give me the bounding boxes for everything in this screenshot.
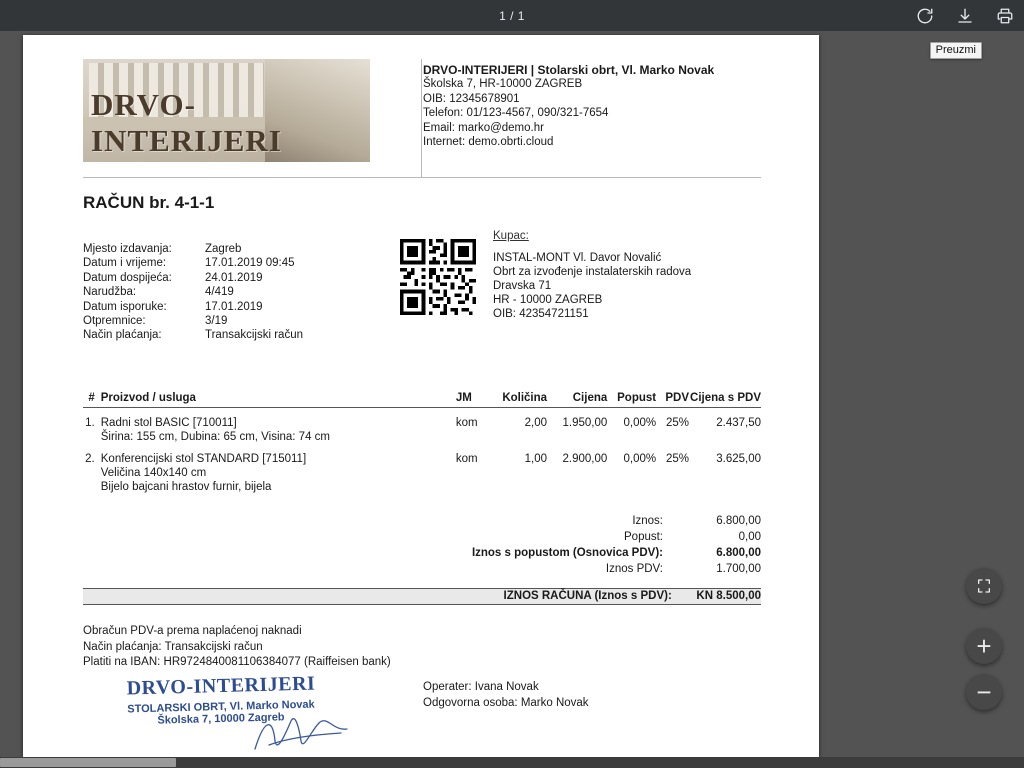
item-subline: Bijelo bajcani hrastov furnir, bijela (100, 480, 272, 493)
meta-row (83, 242, 303, 256)
stamp-line-2: Školska 7, 10000 Zagreb (157, 711, 285, 727)
col-discount: Popust (607, 390, 656, 408)
toolbar-actions (916, 0, 1014, 31)
item-unit: kom (455, 452, 478, 465)
company-logo (83, 59, 370, 162)
handwritten-signature (251, 709, 361, 757)
item-quantity: 2,00 (524, 416, 548, 429)
buyer-line: HR - 10000 ZAGREB (493, 294, 603, 306)
totals-table (443, 513, 761, 577)
table-spacer (83, 444, 761, 452)
meta-row (83, 285, 303, 299)
table-row-detail (83, 466, 761, 480)
operator-block (423, 680, 589, 711)
item-index: 2. (85, 452, 95, 465)
zoom-out-button[interactable] (966, 674, 1002, 710)
meta-row (83, 256, 303, 270)
signature-stamp (111, 672, 331, 727)
item-subline: Širina: 155 cm, Dubina: 65 cm, Visina: 74 cm (100, 430, 331, 443)
page-indicator: 1 / 1 (499, 8, 525, 23)
company-address: Školska 7, HR-10000 ZAGREB (423, 78, 583, 91)
stamp-company-name: DRVO-INTERIJERI (126, 672, 316, 700)
stamp-line-1: STOLARSKI OBRT, Vl. Marko Novak (127, 698, 315, 716)
buyer-line: OIB: 42354721151 (493, 308, 589, 320)
meta-value: 17.01.2019 (205, 300, 263, 313)
zoom-in-icon: + (976, 631, 992, 661)
totals-value: 0,00 (738, 531, 761, 543)
fit-page-icon (976, 578, 992, 594)
totals-value: 6.800,00 (716, 515, 761, 527)
meta-value: 3/19 (205, 315, 228, 328)
grand-total-band (83, 588, 761, 605)
meta-key: Datum i vrijeme: (83, 257, 167, 270)
print-icon[interactable] (996, 7, 1014, 25)
letterhead (83, 59, 761, 171)
col-quantity: Količina (492, 390, 547, 408)
buyer-line: Dravska 71 (493, 280, 552, 292)
line-items-header-row (83, 390, 761, 408)
meta-value: 24.01.2019 (205, 271, 263, 284)
item-quantity: 1,00 (524, 452, 548, 465)
rotate-clockwise-icon[interactable] (916, 7, 934, 25)
zoom-in-button[interactable] (966, 628, 1002, 664)
meta-row (83, 271, 303, 285)
meta-key: Način plaćanja: (83, 329, 162, 342)
buyer-block (493, 229, 691, 321)
meta-key: Datum dospijeća: (83, 271, 172, 284)
meta-key: Datum isporuke: (83, 300, 167, 313)
invoice-document (23, 35, 819, 757)
company-oib: OIB: 12345678901 (423, 92, 520, 105)
company-phone: Telefon: 01/123-4567, 090/321-7654 (423, 107, 609, 120)
company-email: Email: marko@demo.hr (423, 121, 544, 134)
table-spacer (83, 408, 761, 416)
col-vat: PDV (656, 390, 689, 408)
company-name: DRVO-INTERIJERI | Stolarski obrt, Vl. Marko Novak (423, 63, 715, 77)
col-total: Cijena s PDV (689, 390, 761, 408)
pdf-toolbar (0, 0, 1024, 31)
horizontal-scrollbar-thumb[interactable] (0, 758, 176, 767)
item-discount: 0,00% (623, 452, 657, 465)
meta-row (83, 328, 303, 342)
letterhead-divider-vertical (421, 59, 422, 177)
item-total: 3.625,00 (716, 452, 761, 465)
line-items-table (83, 390, 761, 494)
note-line: Platiti na IBAN: HR9724840081106384077 (Raiffeisen bank) (83, 656, 391, 668)
item-index: 1. (85, 416, 95, 429)
table-row (83, 416, 761, 430)
meta-row (83, 300, 303, 314)
totals-value: 1.700,00 (716, 563, 761, 575)
col-index: # (83, 390, 101, 408)
table-row-detail (83, 430, 761, 444)
download-icon[interactable] (956, 7, 974, 25)
operator-line: Operater: Ivana Novak (423, 681, 539, 693)
item-price: 1.950,00 (562, 416, 608, 429)
totals-value: 6.800,00 (716, 547, 761, 559)
totals-label: Iznos PDV: (605, 563, 663, 575)
item-name: Konferencijski stol STANDARD [715011] (100, 452, 307, 465)
horizontal-scrollbar[interactable] (0, 757, 1024, 768)
grand-total-label: IZNOS RAČUNA (Iznos s PDV): (503, 590, 672, 602)
totals-label: Iznos s popustom (Osnovica PDV): (471, 547, 663, 559)
meta-value: Zagreb (205, 243, 242, 255)
company-details (423, 59, 714, 171)
totals-row (443, 529, 761, 545)
col-price: Cijena (547, 390, 607, 408)
table-row-detail (83, 480, 761, 494)
item-vat: 25% (666, 452, 690, 465)
fit-to-page-button[interactable] (966, 568, 1002, 604)
company-internet: Internet: demo.obrti.cloud (423, 136, 554, 149)
operator-line: Odgovorna osoba: Marko Novak (423, 696, 589, 709)
qr-code (400, 239, 476, 315)
item-name: Radni stol BASIC [710011] (100, 416, 237, 429)
table-row (83, 452, 761, 466)
item-total: 2.437,50 (716, 416, 761, 429)
download-tooltip: Preuzmi (930, 42, 982, 59)
payment-notes (83, 624, 391, 671)
grand-total-text (504, 590, 761, 602)
item-vat: 25% (666, 416, 690, 429)
note-line: Način plaćanja: Transakcijski račun (83, 640, 263, 653)
meta-value: 4/419 (205, 286, 234, 299)
logo-wordmark: DRVO-INTERIJERI (91, 87, 282, 158)
grand-total-value: KN 8.500,00 (696, 590, 761, 602)
col-unit: JM (456, 390, 492, 408)
invoice-title: RAČUN br. 4-1-1 (83, 193, 215, 212)
totals-label: Iznos: (632, 515, 663, 527)
totals-row (443, 561, 761, 577)
invoice-meta-table (83, 242, 303, 343)
meta-value: Transakcijski račun (205, 329, 303, 342)
letterhead-divider (83, 177, 761, 178)
totals-row (443, 513, 761, 529)
meta-key: Narudžba: (83, 286, 137, 299)
totals-label: Popust: (624, 531, 663, 543)
note-line: Obračun PDV-a prema naplaćenoj naknadi (83, 625, 302, 637)
meta-value: 17.01.2019 09:45 (205, 257, 295, 270)
pdf-page (23, 35, 819, 757)
item-unit: kom (455, 416, 478, 429)
totals-row (443, 545, 761, 561)
buyer-label: Kupac: (493, 230, 529, 242)
buyer-line: INSTAL-MONT Vl. Davor Novalić (493, 252, 662, 264)
item-subline: Veličina 140x140 cm (100, 466, 207, 479)
item-price: 2.900,00 (562, 452, 608, 465)
meta-key: Otpremnice: (83, 315, 146, 328)
buyer-line: Obrt za izvođenje instalaterskih radova (493, 266, 692, 278)
meta-row (83, 314, 303, 328)
zoom-out-icon: − (976, 677, 992, 707)
col-product: Proizvod / usluga (101, 390, 456, 408)
meta-key: Mjesto izdavanja: (83, 243, 172, 255)
item-discount: 0,00% (623, 416, 657, 429)
